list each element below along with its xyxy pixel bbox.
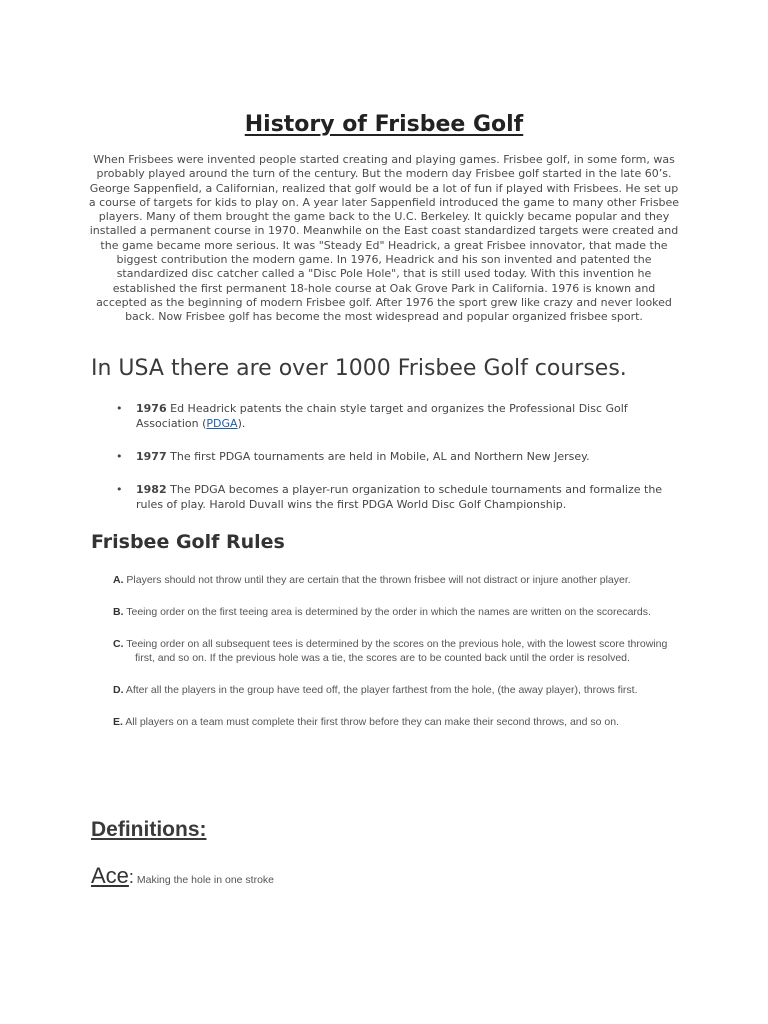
rule-item-c	[113, 637, 683, 665]
definition-text: Making the hole in one stroke	[133, 874, 275, 886]
rule-item-e	[113, 715, 683, 729]
bullet-icon: •	[116, 483, 123, 496]
pdga-link[interactable]: PDGA	[206, 417, 238, 430]
timeline-text: The first PDGA tournaments are held in Mobile, AL and Northern New Jersey.	[166, 450, 590, 463]
rule-item-b	[113, 605, 683, 619]
bullet-icon: •	[116, 402, 123, 415]
rule-text: Teeing order on the first teeing area is determined by the order in which the names are written on the scorecards.	[123, 606, 651, 618]
timeline-year: 1976	[136, 402, 167, 415]
timeline-item-1977	[110, 449, 670, 464]
rules-heading: Frisbee Golf Rules	[91, 531, 285, 553]
timeline-text-end: ).	[237, 417, 246, 430]
timeline-item-1976	[110, 401, 670, 431]
timeline-text: Ed Headrick patents the chain style target and organizes the Professional Disc Golf Association (	[136, 402, 628, 430]
timeline-year: 1977	[136, 450, 167, 463]
definition-colon: :	[128, 867, 134, 887]
usa-courses-heading: In USA there are over 1000 Frisbee Golf courses.	[91, 356, 627, 381]
definition-ace	[91, 863, 274, 889]
rule-letter: B.	[113, 606, 124, 618]
timeline-text: The PDGA becomes a player-run organization to schedule tournaments and formalize the rules of play. Harold Duvall wins the first PDGA World Disc Golf Championship.	[136, 483, 663, 511]
rule-letter: C.	[113, 638, 124, 650]
rule-text: After all the players in the group have teed off, the player farthest from the hole, (the away player), throws first.	[123, 684, 638, 696]
timeline-year: 1982	[136, 483, 167, 496]
intro-paragraph: When Frisbees were invented people started creating and playing games. Frisbee golf, in some form, was probably played around the turn of the century. But the modern day Frisbee golf started in the late 60’s. George Sappenfield, a Californian, realized that golf would be a lot of fun if played with Frisbees. He set up a course of targets for kids to play on. A year later Sappenfield introduced the game to many other Frisbee players. Many of them brought the game back to the U.C. Berkeley. It quickly became popular and they installed a permanent course in 1970. Meanwhile on the East coast standardized targets were created and the game became more serious. It was "Steady Ed" Headrick, a great Frisbee innovator, that made the biggest contribution the modern game. In 1976, Headrick and his son invented and patented the standardized disc catcher called a "Disc Pole Hole", that is still used today. With this invention he established the first permanent 18-hole course at Oak Grove Park in California. 1976 is known and accepted as the beginning of modern Frisbee golf. After 1976 the sport grew like crazy and never looked back. Now Frisbee golf has become the most widespread and popular organized frisbee sport.	[88, 153, 680, 324]
rule-letter: D.	[113, 684, 124, 696]
definition-term: Ace	[91, 863, 129, 888]
page-title: History of Frisbee Golf	[244, 112, 524, 137]
rule-item-d	[113, 683, 683, 697]
timeline-item-1982	[110, 482, 670, 512]
rule-text: All players on a team must complete their first throw before they can make their second throws, and so on.	[122, 716, 619, 728]
rule-letter: E.	[113, 716, 123, 728]
rule-text: Players should not throw until they are certain that the thrown frisbee will not distract or injure another player.	[123, 574, 631, 586]
rule-letter: A.	[113, 574, 124, 586]
timeline-list	[110, 401, 670, 530]
rule-item-a	[113, 573, 683, 587]
bullet-icon: •	[116, 450, 123, 463]
rule-text: Teeing order on all subsequent tees is determined by the scores on the previous hole, with the lowest score throwing first, and so on. If the previous hole was a tie, the scores are to be counted back until the order is resolved.	[123, 638, 668, 664]
definitions-heading: Definitions:	[91, 818, 207, 841]
rules-list	[113, 573, 683, 747]
